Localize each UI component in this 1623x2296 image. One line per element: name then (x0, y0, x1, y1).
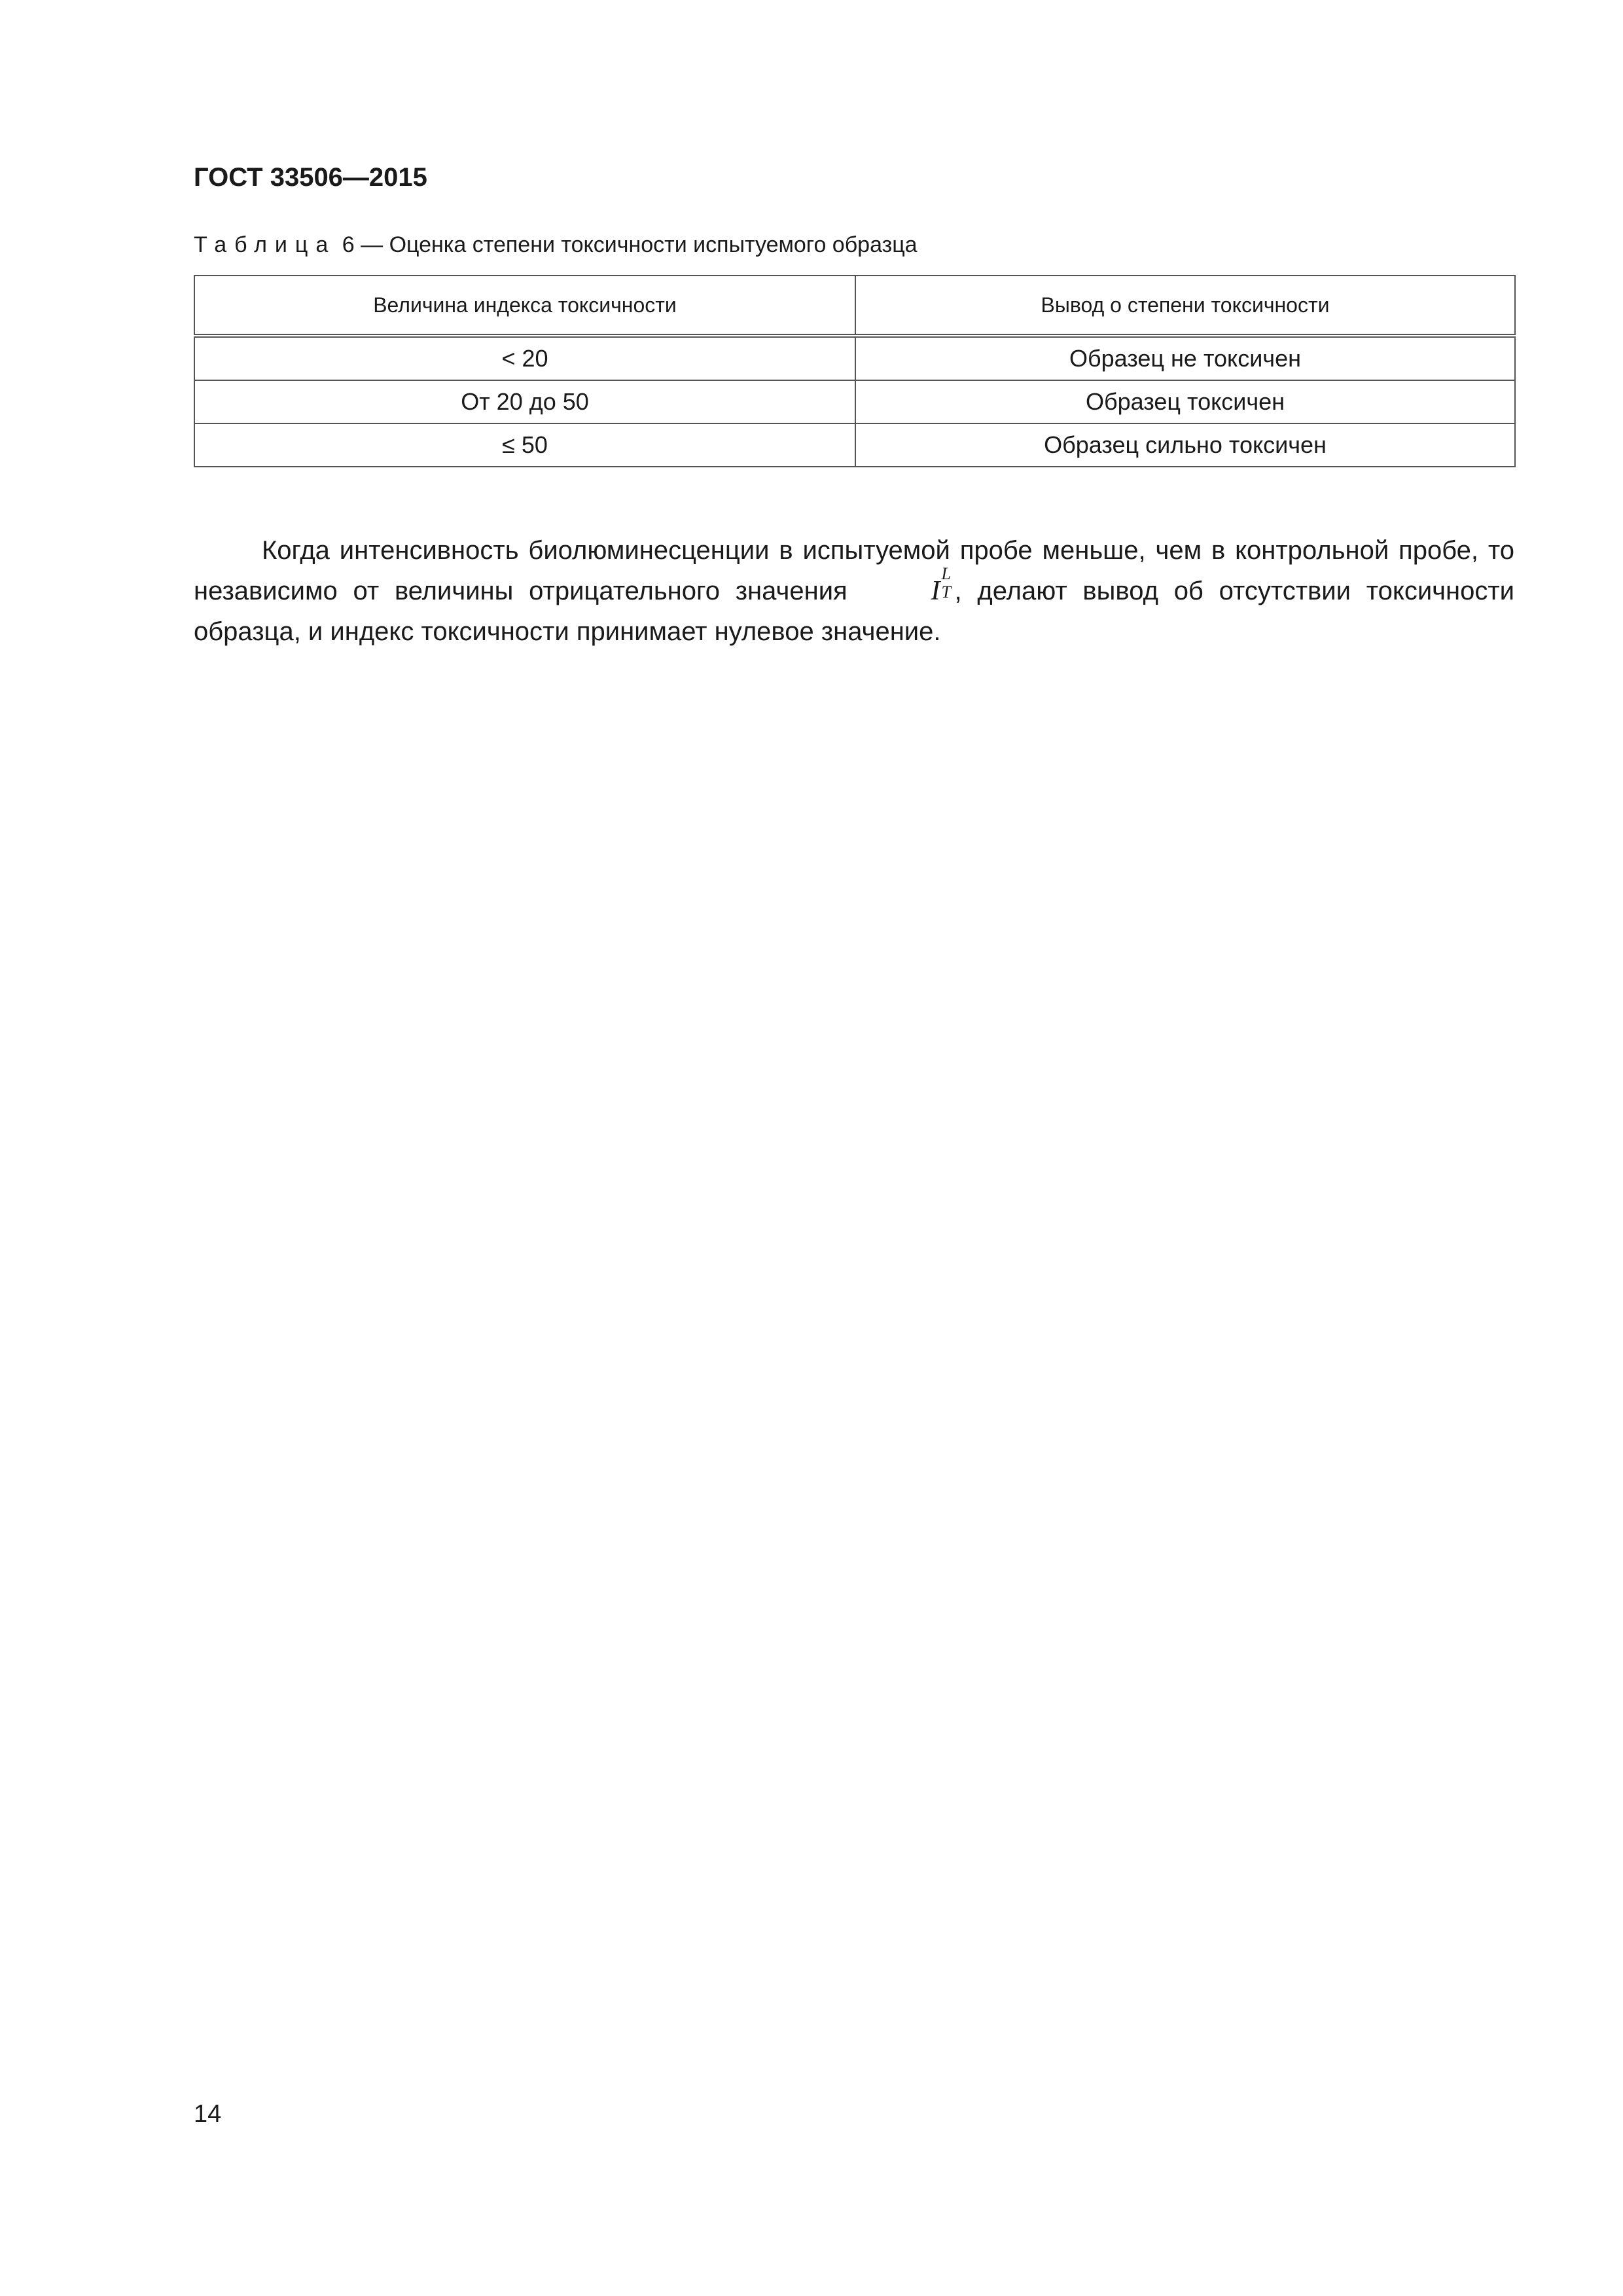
table-caption-number: 6 (342, 232, 355, 257)
paragraph-text-after: , делают вывод об отсутствии токсичности образца, и индекс токсичности принимает нулевое значение. (194, 577, 1514, 646)
symbol-superscript: L (941, 564, 951, 583)
symbol-subscript: T (941, 583, 951, 601)
symbol-main: I (931, 576, 940, 606)
column-header-conclusion: Вывод о степени токсичности (855, 276, 1515, 336)
document-code: ГОСТ 33506—2015 (194, 163, 427, 192)
paragraph-text-before: Когда интенсивность биолюминесценции в испытуемой пробе меньше, чем в контрольной пробе, то независимо от величины отрицательного значения (194, 536, 1514, 605)
table-cell-conclusion: Образец токсичен (855, 380, 1515, 423)
table-row (194, 423, 1515, 467)
column-header-index: Величина индекса токсичности (194, 276, 855, 336)
table-caption (194, 230, 918, 259)
table-header-row (194, 276, 1515, 336)
table-cell-index: ≤ 50 (194, 423, 855, 467)
table-caption-word: Таблица (194, 232, 336, 257)
table-cell-index: < 20 (194, 336, 855, 380)
table-cell-conclusion: Образец не токсичен (855, 336, 1515, 380)
table-cell-index: От 20 до 50 (194, 380, 855, 423)
toxicity-table (194, 275, 1516, 467)
toxicity-symbol (863, 564, 954, 611)
table-row (194, 336, 1515, 380)
table-caption-text: — Оценка степени токсичности испытуемого образца (361, 232, 918, 257)
table-cell-conclusion: Образец сильно токсичен (855, 423, 1515, 467)
page-number: 14 (194, 2100, 222, 2128)
table-row (194, 380, 1515, 423)
body-paragraph (194, 530, 1514, 652)
